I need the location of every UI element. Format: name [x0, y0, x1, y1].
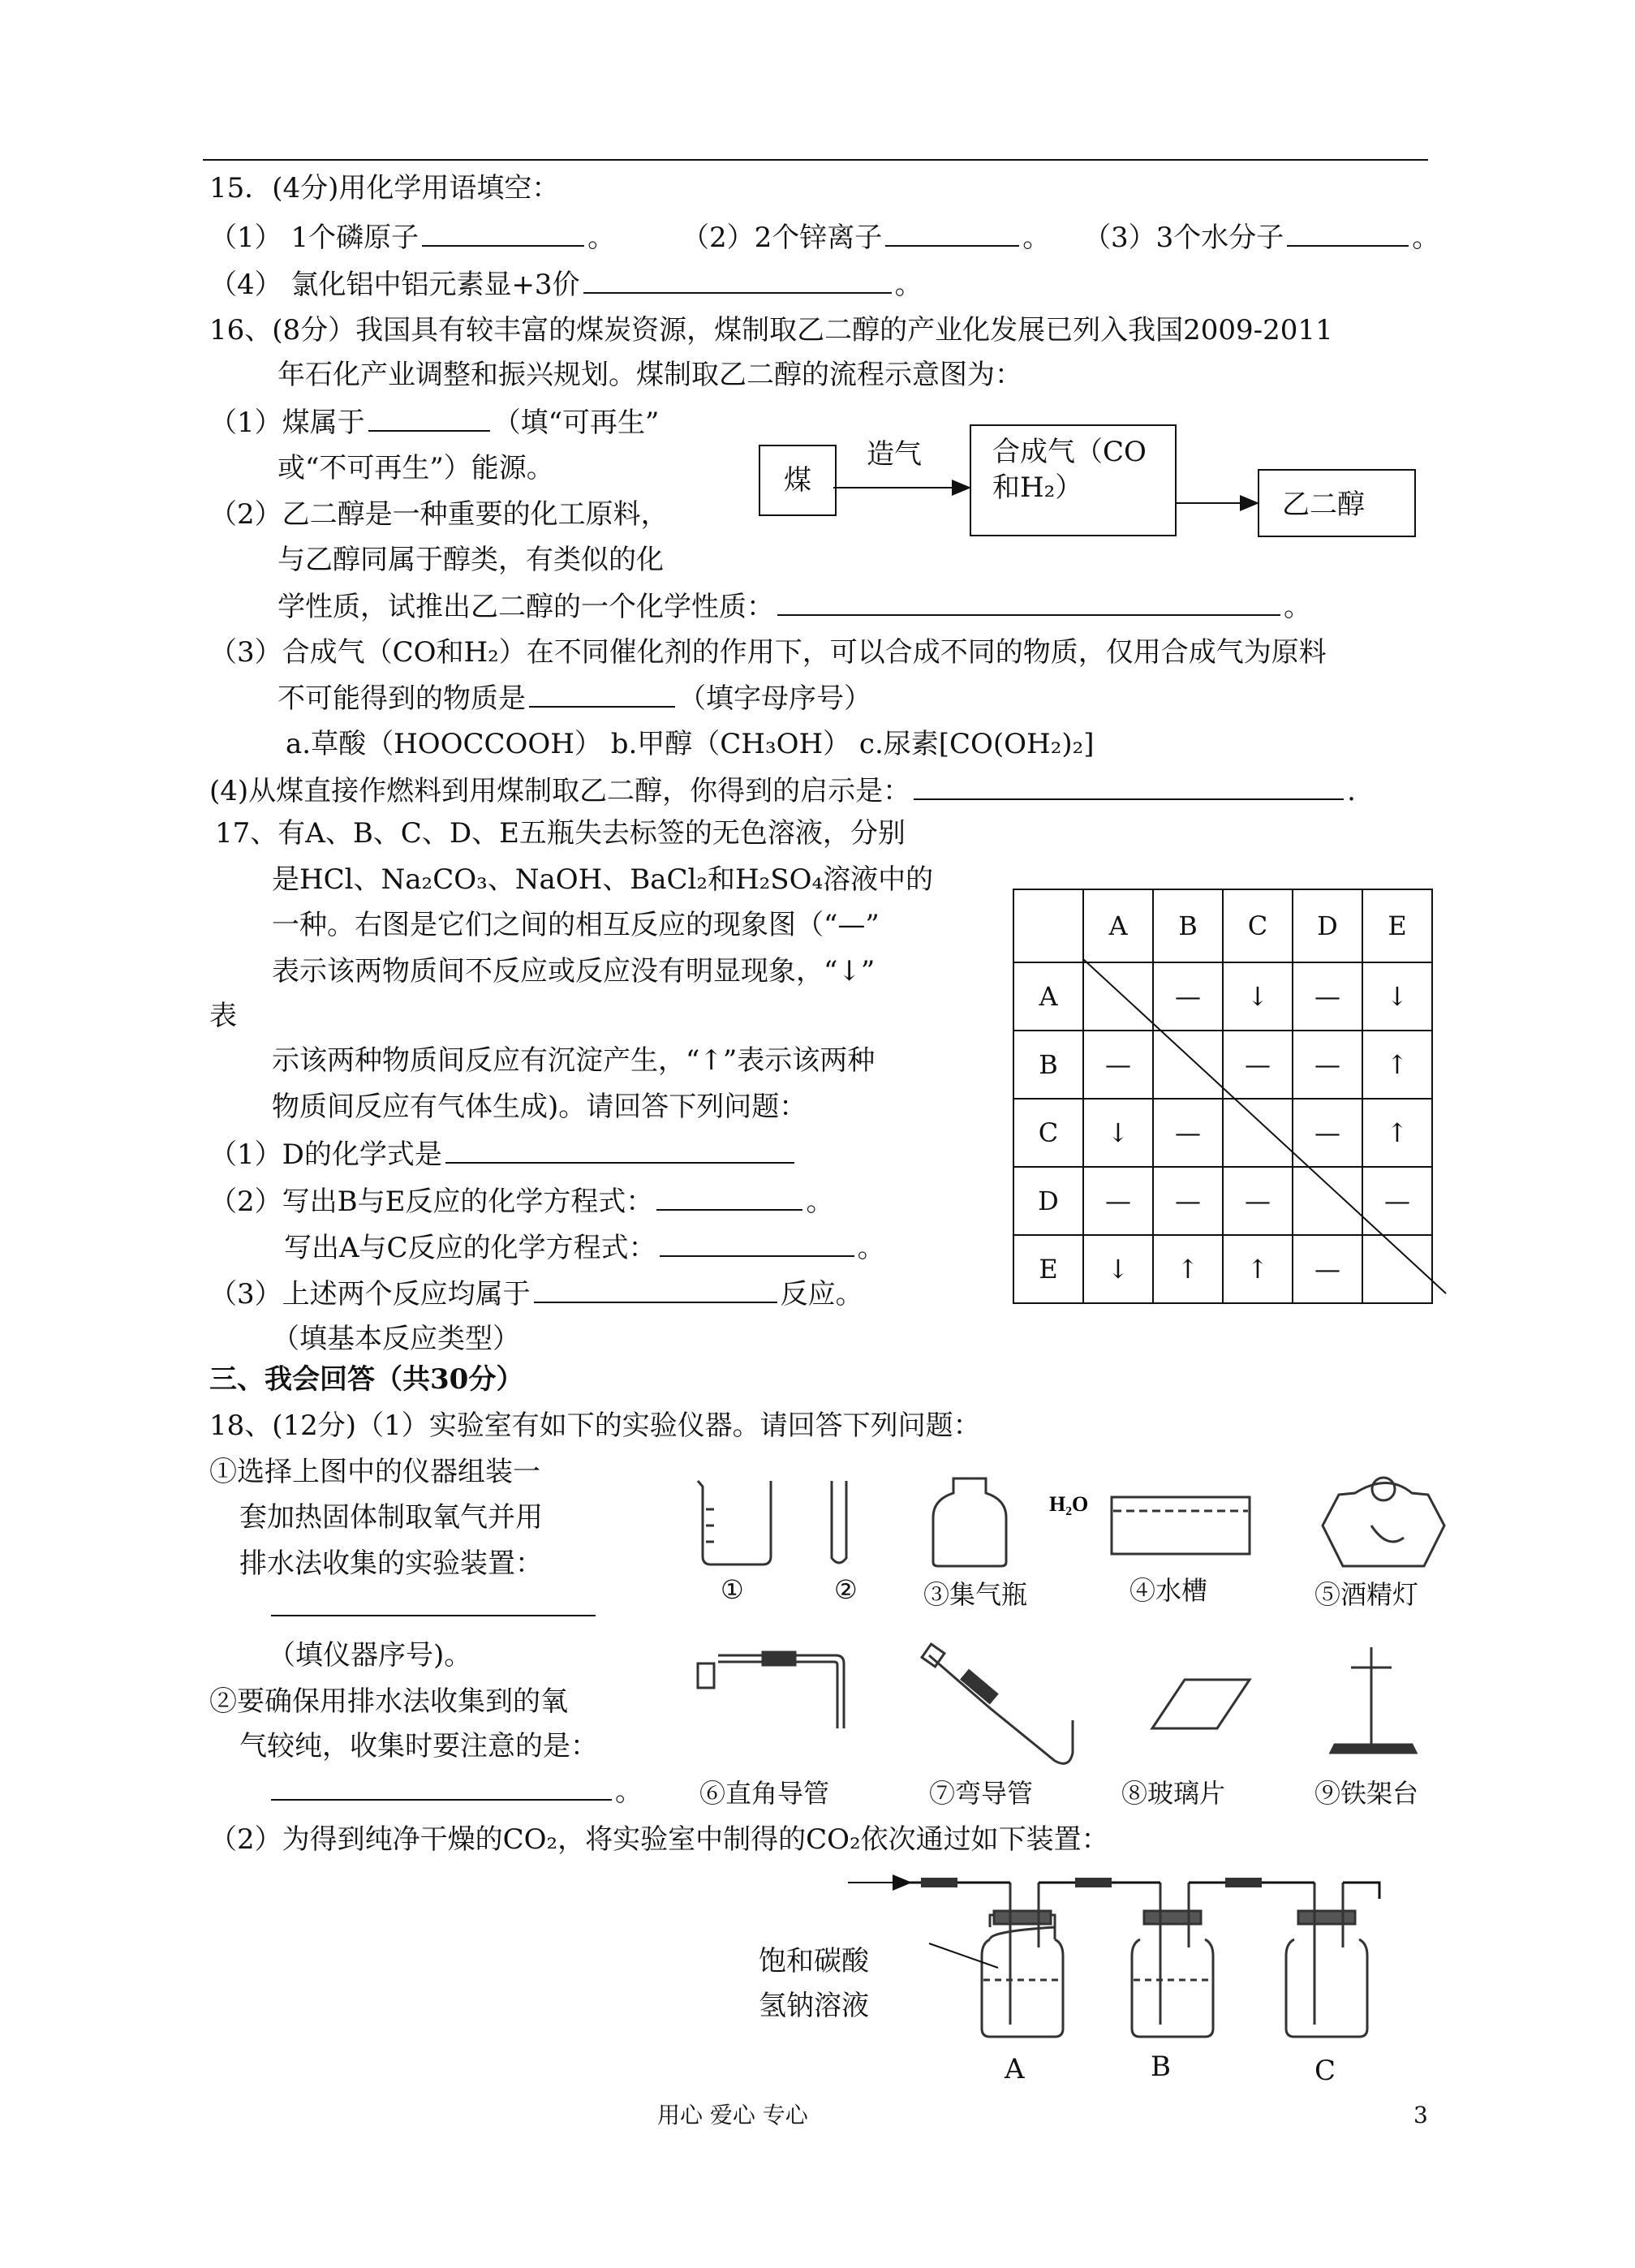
- q16-intro-1: 16、(8分）我国具有较丰富的煤炭资源，煤制取乙二醇的产业化发展已列入我国2009-2011: [209, 314, 1333, 346]
- water-trough-icon: [1112, 1497, 1250, 1554]
- answer-blank[interactable]: [885, 219, 1019, 247]
- answer-blank[interactable]: [777, 588, 1280, 616]
- page-number: 3: [1413, 2102, 1428, 2128]
- label-alcohol-lamp: ⑤酒精灯: [1314, 1579, 1419, 1610]
- bottle-label-a: A: [1005, 2053, 1025, 2085]
- answer-blank[interactable]: [271, 1773, 612, 1801]
- rubber-joint: [1225, 1878, 1262, 1887]
- rubber-joint: [1075, 1878, 1112, 1887]
- q18-c2a: ②要确保用排水法收集到的氧: [209, 1685, 568, 1718]
- table-cell: —: [1153, 1099, 1223, 1167]
- flow-arrow-label: 造气: [867, 438, 922, 471]
- q15-part2: （2）2个锌离子 。: [682, 219, 1050, 256]
- table-cell: —: [1153, 962, 1223, 1031]
- q18-title: 18、(12分)（1）实验室有如下的实验仪器。请回答下列问题：: [209, 1409, 981, 1442]
- table-cell: ↑: [1362, 1099, 1432, 1167]
- q17-l5: 表: [209, 1000, 237, 1032]
- table-cell: ↓: [1362, 962, 1432, 1031]
- bottle-label-c: C: [1314, 2055, 1336, 2087]
- flow-box-coal: 煤: [759, 445, 837, 516]
- table-cell: —: [1293, 1235, 1362, 1303]
- q17-l6: 示该两种物质间反应有沉淀产生，“↑”表示该两种: [272, 1044, 876, 1077]
- q16-s1c: 或“不可再生”）能源。: [278, 452, 554, 484]
- answer-blank[interactable]: [656, 1183, 802, 1211]
- table-cell: —: [1293, 962, 1362, 1031]
- table-cell: B: [1013, 1031, 1083, 1099]
- q17-l2: 是HCl、Na₂CO₃、NaOH、BaCl₂和H₂SO₄溶液中的: [272, 863, 934, 896]
- test-tube-icon: [832, 1481, 846, 1563]
- label-test-tube: ②: [834, 1574, 858, 1605]
- q16-s2b: 与乙醇同属于醇类，有类似的化: [278, 544, 664, 576]
- answer-blank[interactable]: [422, 219, 584, 247]
- alcohol-lamp-icon: [1323, 1478, 1444, 1566]
- label-iron-stand: ⑨铁架台: [1314, 1778, 1419, 1809]
- label-right-angle-tube: ⑥直角导管: [699, 1778, 830, 1809]
- answer-blank[interactable]: [445, 1136, 794, 1164]
- bottle-b-icon: [1132, 1883, 1213, 2037]
- table-cell: —: [1153, 1167, 1223, 1235]
- table-cell: —: [1293, 1031, 1362, 1099]
- table-cell: ↓: [1083, 1099, 1153, 1167]
- q17-a2: （2）写出B与E反应的化学方程式： 。: [209, 1183, 833, 1220]
- table-cell: ↓: [1223, 962, 1293, 1031]
- q17-a3: 写出A与C反应的化学方程式： 。: [284, 1229, 885, 1266]
- q16-s4: (4)从煤直接作燃料到用煤制取乙二醇，你得到的启示是： .: [209, 772, 1356, 809]
- q17-l4: 表示该两物质间不反应或反应没有明显现象，“↓”: [272, 955, 876, 988]
- answer-blank[interactable]: [583, 266, 892, 294]
- bottle-label-b: B: [1151, 2051, 1171, 2083]
- footer-motto: 用心 爱心 专心: [657, 2102, 808, 2128]
- q16-intro-2: 年石化产业调整和振兴规划。煤制取乙二醇的流程示意图为：: [278, 359, 1022, 391]
- water-label: H₂O: [1049, 1492, 1089, 1516]
- beaker-icon: [698, 1481, 771, 1564]
- label-bent-tube: ⑦弯导管: [929, 1778, 1034, 1809]
- table-cell: E: [1013, 1235, 1083, 1303]
- table-cell: ↓: [1083, 1235, 1153, 1303]
- table-header: E: [1362, 889, 1432, 962]
- q15-part1: （1） 1个磷原子 。: [209, 219, 615, 256]
- solution-label-2: 氢钠溶液: [759, 1990, 869, 2022]
- q17-l1: 17、有A、B、C、D、E五瓶失去标签的无色溶液，分别: [215, 817, 906, 850]
- q16-s3a: （3）合成气（CO和H₂）在不同催化剂的作用下，可以合成不同的物质，仅用合成气为原料: [209, 636, 1327, 669]
- table-cell: D: [1013, 1167, 1083, 1235]
- glass-plate-icon: [1152, 1680, 1250, 1728]
- q18-p2: （2）为得到纯净干燥的CO₂，将实验室中制得的CO₂依次通过如下装置：: [209, 1823, 1109, 1856]
- table-cell: ↑: [1362, 1031, 1432, 1099]
- q18-c1c: 排水法收集的实验装置：: [239, 1547, 543, 1580]
- table-header: B: [1153, 889, 1223, 962]
- connecting-tubes: [893, 1883, 1379, 1899]
- section-3-title: 三、我会回答（共30分）: [209, 1363, 524, 1396]
- table-cell: ↑: [1153, 1235, 1223, 1303]
- solution-label-1: 饱和碳酸: [759, 1945, 869, 1978]
- table-cell: —: [1362, 1167, 1432, 1235]
- bent-tube-icon: [922, 1644, 1073, 1763]
- label-gas-jar: ③集气瓶: [923, 1579, 1028, 1610]
- table-cell: —: [1293, 1099, 1362, 1167]
- answer-blank[interactable]: [660, 1229, 854, 1257]
- table-cell: —: [1223, 1031, 1293, 1099]
- q15-part4: （4） 氯化铝中铝元素显+3价 。: [209, 266, 923, 303]
- iron-stand-icon: [1331, 1647, 1416, 1753]
- bottle-c-icon: [1286, 1883, 1367, 2037]
- q16-s3b: 不可能得到的物质是 （填字母序号）: [278, 680, 871, 717]
- syngas-label-2: 和H₂）: [992, 471, 1083, 504]
- q16-options: a.草酸（HOOCCOOH） b.甲醇（CH₃OH） c.尿素[CO(OH₂)₂]: [286, 728, 1095, 760]
- q18-c1a: ①选择上图中的仪器组装一: [209, 1456, 540, 1488]
- answer-blank[interactable]: [368, 404, 490, 432]
- answer-blank[interactable]: [271, 1589, 596, 1616]
- answer-blank[interactable]: [1287, 219, 1409, 247]
- header-rule: [203, 159, 1428, 161]
- table-cell: —: [1223, 1167, 1293, 1235]
- bottle-a-icon: [982, 1883, 1063, 2037]
- flow-arrows: [833, 454, 1263, 519]
- q15-part3: （3）3个水分子 。: [1083, 219, 1439, 256]
- q17-l3: 一种。右图是它们之间的相互反应的现象图（“—”: [272, 909, 880, 941]
- flow-box-glycol: 乙二醇: [1258, 469, 1416, 537]
- table-diagonal: [1083, 959, 1448, 1296]
- table-cell: C: [1013, 1099, 1083, 1167]
- q16-s2c: 学性质，试推出乙二醇的一个化学性质： 。: [278, 588, 1311, 625]
- table-header: A: [1083, 889, 1153, 962]
- rubber-joint: [921, 1878, 957, 1887]
- answer-blank[interactable]: [529, 680, 675, 708]
- table-header: C: [1223, 889, 1293, 962]
- table-header: [1013, 889, 1083, 962]
- table-header: D: [1293, 889, 1362, 962]
- q18-c2b: 气较纯，收集时要注意的是：: [239, 1730, 598, 1762]
- q18-c1d: （填仪器序号)。: [268, 1639, 472, 1672]
- q18-c2-blank: 。: [268, 1773, 643, 1810]
- apparatus-row-2: [682, 1631, 1461, 1777]
- q17-l7: 物质间反应有气体生成)。请回答下列问题：: [272, 1091, 807, 1123]
- q16-s1: （1）煤属于 （填“可再生”: [209, 404, 659, 441]
- q16-s2a: （2）乙二醇是一种重要的化工原料，: [209, 498, 669, 531]
- q15-title: 15．(4分)用化学用语填空：: [209, 172, 560, 204]
- table-cell: A: [1013, 962, 1083, 1031]
- syngas-label-1: 合成气（CO: [992, 436, 1147, 468]
- q17-a1: （1）D的化学式是: [209, 1136, 798, 1173]
- q17-a5: （填基本反应类型）: [272, 1323, 520, 1355]
- table-cell: —: [1083, 1031, 1153, 1099]
- q18-c1b: 套加热固体制取氧气并用: [239, 1501, 543, 1534]
- answer-blank[interactable]: [534, 1276, 777, 1303]
- gas-jar-icon: [933, 1478, 1006, 1566]
- label-beaker: ①: [721, 1574, 744, 1605]
- solution-pointer: [929, 1943, 998, 1968]
- right-angle-tube-icon: [698, 1652, 844, 1728]
- table-cell: ↑: [1223, 1235, 1293, 1303]
- q18-c1-blank: [268, 1589, 599, 1625]
- q17-a4: （3）上述两个反应均属于 反应。: [209, 1276, 863, 1312]
- answer-blank[interactable]: [914, 772, 1344, 800]
- table-cell: —: [1083, 1167, 1153, 1235]
- label-water-trough: ④水槽: [1129, 1575, 1208, 1606]
- label-glass-plate: ⑧玻璃片: [1121, 1778, 1226, 1809]
